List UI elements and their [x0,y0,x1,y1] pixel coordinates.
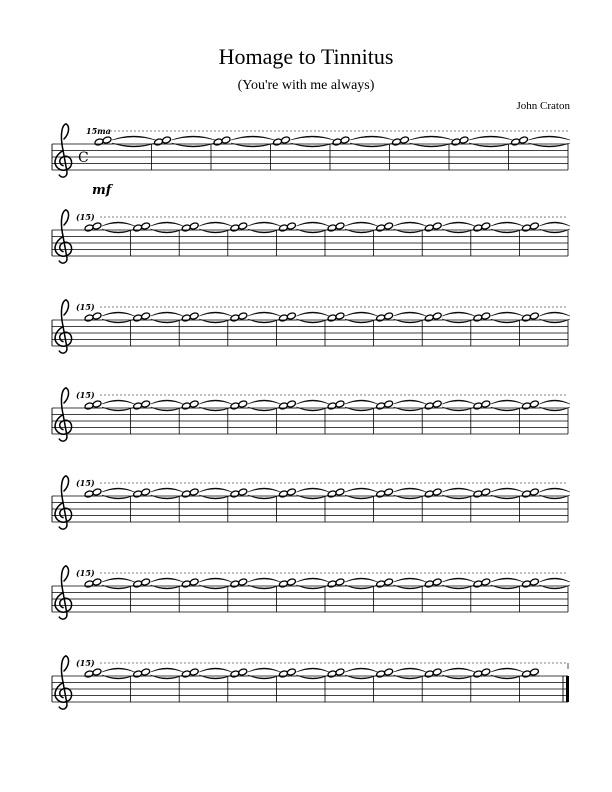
whole-note [335,312,345,320]
tie-arc [248,222,281,226]
whole-note [473,224,483,232]
tie-arc [539,222,570,226]
whole-note [521,490,531,498]
tie-arc [291,136,335,140]
whole-note [327,314,337,322]
whole-note [133,580,143,588]
page-title: Homage to Tinnitus [218,44,394,69]
staff-system [52,656,569,709]
whole-note [473,402,483,410]
whole-note [521,314,531,322]
tie-arc [199,488,232,492]
tie-arc [151,578,184,582]
whole-note [481,578,491,586]
tie-arc [539,578,570,582]
whole-note [84,402,94,410]
whole-note [521,670,531,678]
whole-note [141,312,151,320]
tie-arc [102,668,135,672]
whole-note [521,402,531,410]
whole-note [432,400,442,408]
whole-note [529,578,539,586]
tie-arc [248,668,281,672]
tie-arc [102,312,135,316]
tie-arc [248,488,281,492]
tie-arc [248,578,281,582]
dynamic-marking: mf [92,183,112,198]
tie-arc [491,578,524,582]
whole-note [92,488,102,496]
whole-note [529,222,539,230]
whole-note [286,668,296,676]
whole-note [481,488,491,496]
tie-arc [151,668,184,672]
whole-note [84,224,94,232]
staff-system [52,124,570,198]
whole-note [278,490,288,498]
whole-note [213,138,223,146]
whole-note [451,138,461,146]
whole-note [154,138,164,146]
tie-arc [394,222,427,226]
whole-note [189,222,199,230]
whole-note [102,136,112,144]
tie-arc [102,488,135,492]
tie-arc [345,668,378,672]
whole-note [473,580,483,588]
tie-arc [248,312,281,316]
tie-arc [442,668,475,672]
whole-note [181,224,191,232]
whole-note [481,312,491,320]
tie-arc [469,136,513,140]
whole-note [238,488,248,496]
tie-arc [296,222,329,226]
whole-note [181,580,191,588]
whole-note [521,224,531,232]
composer-name: John Craton [516,100,570,112]
tie-arc [296,668,329,672]
whole-note [162,136,172,144]
whole-note [335,488,345,496]
whole-note [278,670,288,678]
staff-system [52,300,570,353]
tie-arc [199,668,232,672]
whole-note [286,222,296,230]
whole-note [376,314,386,322]
whole-note [481,668,491,676]
tie-arc [345,312,378,316]
tie-arc [394,668,427,672]
whole-note [327,490,337,498]
tie-arc [151,488,184,492]
tie-arc [394,400,427,404]
whole-note [424,490,434,498]
whole-note [230,490,240,498]
tie-arc [491,668,524,672]
tie-arc [442,312,475,316]
whole-note [459,136,469,144]
whole-note [141,400,151,408]
whole-note [84,670,94,678]
whole-note [384,312,394,320]
tie-arc [491,488,524,492]
tie-arc [350,136,394,140]
tie-arc [248,400,281,404]
final-barline-thick [566,676,569,702]
whole-note [94,138,104,146]
tie-arc [410,136,454,140]
whole-note [189,400,199,408]
whole-note [392,138,402,146]
whole-note [221,136,231,144]
whole-note [511,138,521,146]
whole-note [327,670,337,678]
tie-arc [102,400,135,404]
whole-note [133,670,143,678]
tie-arc [231,136,275,140]
tie-arc [199,578,232,582]
whole-note [92,400,102,408]
whole-note [181,490,191,498]
staff-system [52,210,570,263]
tie-arc [539,488,570,492]
whole-note [529,668,539,676]
whole-note [286,578,296,586]
tie-arc [394,312,427,316]
tie-arc [199,222,232,226]
whole-note [286,400,296,408]
whole-note [189,488,199,496]
tie-arc [296,400,329,404]
whole-note [189,312,199,320]
whole-note [181,314,191,322]
tie-arc [394,578,427,582]
whole-note [133,402,143,410]
tie-arc [491,400,524,404]
whole-note [230,402,240,410]
whole-note [84,490,94,498]
whole-note [335,400,345,408]
whole-note [384,222,394,230]
tie-arc [529,136,571,140]
whole-note [141,222,151,230]
whole-note [238,400,248,408]
whole-note [189,668,199,676]
page-subtitle: (You're with me always) [237,78,375,93]
whole-note [238,222,248,230]
whole-note [340,136,350,144]
whole-note [481,222,491,230]
whole-note [92,668,102,676]
tie-arc [491,222,524,226]
whole-note [473,314,483,322]
tie-arc [345,222,378,226]
whole-note [432,668,442,676]
ottava-continuation: (15) [76,212,95,222]
tie-arc [442,488,475,492]
whole-note [376,670,386,678]
staff-system [52,566,570,619]
whole-note [327,580,337,588]
tie-arc [172,136,216,140]
whole-note [400,136,410,144]
tie-arc [151,400,184,404]
whole-note [424,402,434,410]
whole-note [141,668,151,676]
tie-arc [539,312,570,316]
whole-note [327,402,337,410]
whole-note [376,580,386,588]
whole-note [432,312,442,320]
whole-note [432,488,442,496]
tie-arc [199,400,232,404]
whole-note [230,670,240,678]
whole-note [84,314,94,322]
whole-note [529,400,539,408]
whole-note [278,314,288,322]
whole-note [84,580,94,588]
whole-note [181,402,191,410]
tie-arc [491,312,524,316]
tie-arc [102,578,135,582]
staff-system [52,388,570,441]
whole-note [238,578,248,586]
ottava-continuation: (15) [76,658,95,668]
tie-arc [345,488,378,492]
tie-arc [296,488,329,492]
ottava-continuation: (15) [76,478,95,488]
tie-arc [296,312,329,316]
tie-arc [296,578,329,582]
time-signature: C [78,150,89,166]
whole-note [473,490,483,498]
whole-note [432,222,442,230]
whole-note [327,224,337,232]
ottava-continuation: (15) [76,568,95,578]
whole-note [133,224,143,232]
tie-arc [539,400,570,404]
whole-note [384,488,394,496]
whole-note [432,578,442,586]
whole-note [424,580,434,588]
whole-note [521,580,531,588]
whole-note [278,402,288,410]
tie-arc [394,488,427,492]
whole-note [424,224,434,232]
whole-note [384,578,394,586]
tie-arc [345,400,378,404]
whole-note [529,312,539,320]
whole-note [376,490,386,498]
whole-note [133,490,143,498]
whole-note [529,488,539,496]
whole-note [141,488,151,496]
whole-note [332,138,342,146]
staff-system [52,476,570,529]
whole-note [424,314,434,322]
ottava-continuation: (15) [76,302,95,312]
whole-note [141,578,151,586]
whole-note [92,222,102,230]
whole-note [335,578,345,586]
whole-note [278,224,288,232]
whole-note [273,138,283,146]
tie-arc [442,578,475,582]
whole-note [230,580,240,588]
whole-note [519,136,529,144]
tie-arc [442,222,475,226]
whole-note [189,578,199,586]
whole-note [281,136,291,144]
whole-note [230,224,240,232]
whole-note [133,314,143,322]
whole-note [230,314,240,322]
ottava-continuation: (15) [76,390,95,400]
whole-note [473,670,483,678]
whole-note [376,224,386,232]
whole-note [481,400,491,408]
whole-note [384,668,394,676]
tie-arc [199,312,232,316]
whole-note [92,312,102,320]
tie-arc [151,222,184,226]
whole-note [286,312,296,320]
ottava-marking: 15ma [86,126,111,136]
whole-note [424,670,434,678]
tie-arc [151,312,184,316]
tie-arc [345,578,378,582]
whole-note [384,400,394,408]
whole-note [238,312,248,320]
whole-note [286,488,296,496]
whole-note [238,668,248,676]
tie-arc [112,136,156,140]
whole-note [335,222,345,230]
whole-note [376,402,386,410]
whole-note [181,670,191,678]
whole-note [278,580,288,588]
whole-note [335,668,345,676]
tie-arc [442,400,475,404]
whole-note [92,578,102,586]
tie-arc [102,222,135,226]
